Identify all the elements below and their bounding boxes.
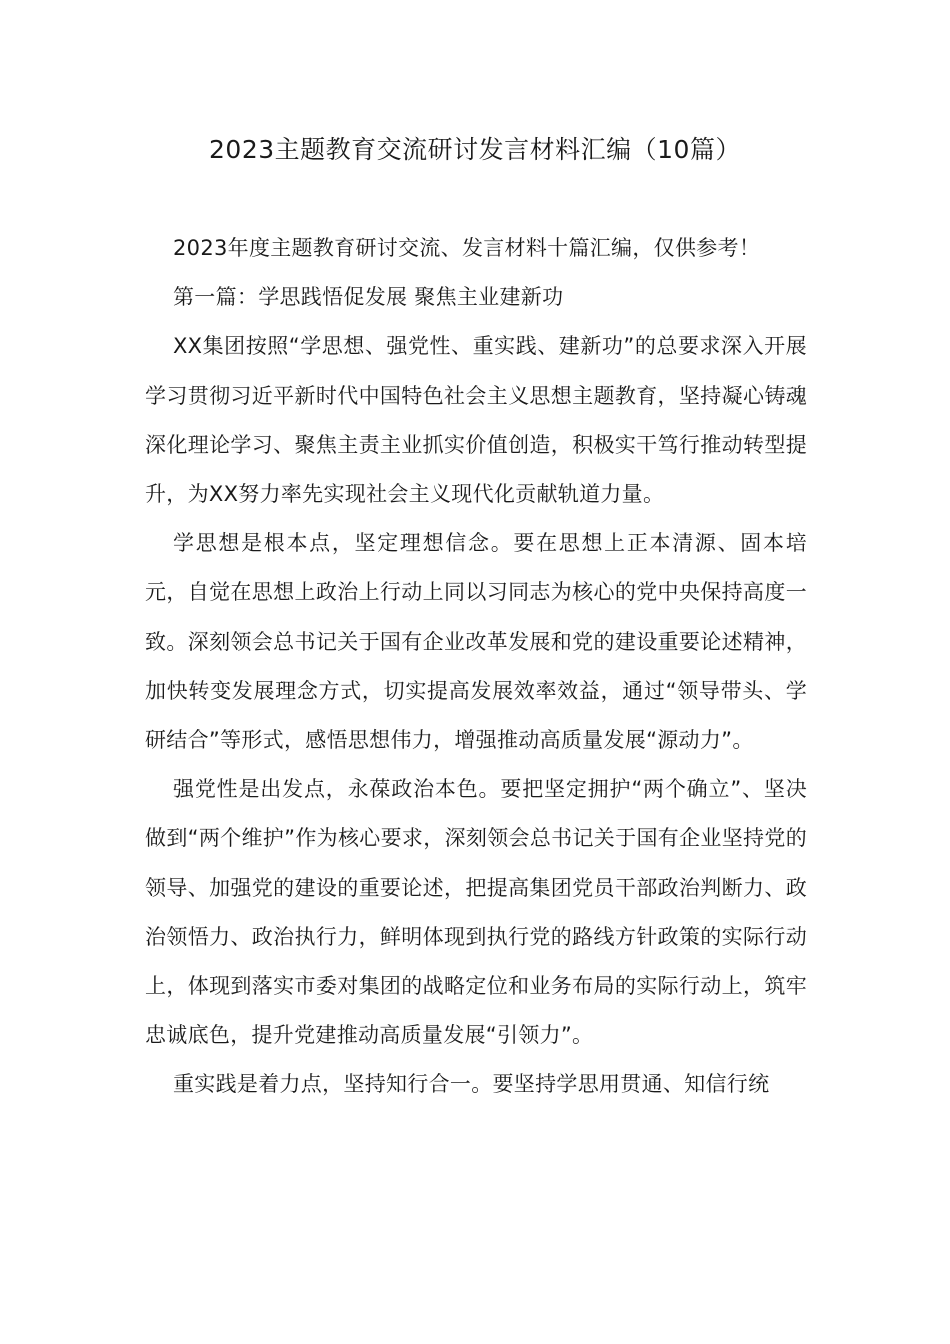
body-paragraph: 学思想是根本点，坚定理想信念。要在思想上正本清源、固本培元，自觉在思想上政治上行动上同以习同志为核心的党中央保持高度一致。深刻领会总书记关于国有企业改革发展和党的建设重要论述精神，加快转变发展理念方式，切实提高发展效率效益，通过“领导带头、学研结合”等形式，感悟思想伟力，增强推动高质量发展“源动力”。 <box>145 531 807 753</box>
body-paragraph: 重实践是着力点，坚持知行合一。要坚持学思用贯通、知信行统 <box>173 1072 770 1097</box>
body-paragraph: 强党性是出发点，永葆政治本色。要把坚定拥护“两个确立”、坚决做到“两个维护”作为核心要求，深刻领会总书记关于国有企业坚持党的领导、加强党的建设的重要论述，把提高集团党员干部政治判断力、政治领悟力、政治执行力，鲜明体现到执行党的路线方针政策的实际行动上，体现到落实市委对集团的战略定位和业务布局的实际行动上，筑牢忠诚底色，提升党建推动高质量发展“引领力”。 <box>145 777 807 1048</box>
document-body <box>145 224 807 1110</box>
body-paragraph: XX集团按照“学思想、强党性、重实践、建新功”的总要求深入开展学习贯彻习近平新时代中国特色社会主义思想主题教育，坚持凝心铸魂深化理论学习、聚焦主责主业抓实价值创造，积极实干笃行推动转型提升，为XX努力率先实现社会主义现代化贡献轨道力量。 <box>145 334 807 507</box>
document-title: 2023主题教育交流研讨发言材料汇编（10篇） <box>209 135 741 164</box>
section-heading: 第一篇：学思践悟促发展 聚焦主业建新功 <box>173 285 564 310</box>
intro-paragraph: 2023年度主题教育研讨交流、发言材料十篇汇编，仅供参考！ <box>173 236 761 260</box>
